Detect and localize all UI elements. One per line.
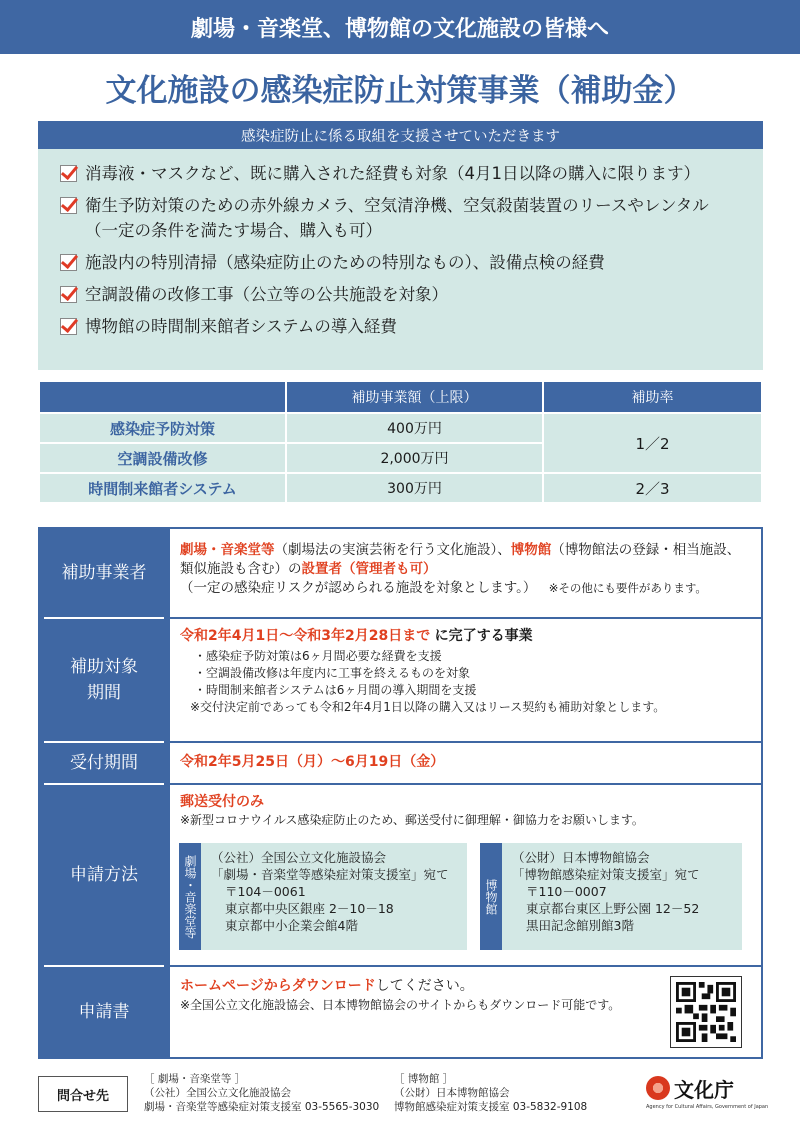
- support-item: [60, 314, 763, 339]
- table-header-row: [40, 382, 761, 412]
- table-header-rate: 補助率: [544, 382, 761, 412]
- checkbox-checked-icon: [60, 254, 77, 271]
- body-text: に完了する事業: [434, 628, 533, 644]
- info-label-line: 期間: [87, 683, 121, 703]
- info-content: [168, 743, 761, 783]
- highlight-text: 令和2年4月1日～令和3年2月28日まで: [180, 628, 431, 644]
- note-text: ※全国公立文化施設協会、日本博物館協会のサイトからもダウンロード可能です。: [180, 998, 621, 1012]
- page-title-text: 文化施設の感染症防止対策事業（補助金）: [105, 72, 695, 109]
- support-item-text: 衛生予防対策のための赤外線カメラ、空気清浄機、空気殺菌装置のリースやレンタル（一定の条件を満たす場合、購入も可）: [85, 196, 709, 240]
- agency-logo: [646, 1072, 786, 1120]
- agency-logo-subtitle: Agency for Cultural Affairs, Government of Japan: [646, 1104, 769, 1110]
- contact-org: （公財）日本博物館協会: [394, 1087, 510, 1099]
- highlight-text: 劇場・音楽堂等: [180, 542, 275, 558]
- info-label: [40, 619, 168, 741]
- table-header-amount: 補助事業額（上限）: [287, 382, 542, 412]
- note-text: ※交付決定前であっても令和2年4月1日以降の購入又はリース契約も補助対象とします。: [190, 700, 666, 714]
- info-box: [38, 527, 763, 1059]
- support-list: [38, 149, 763, 339]
- highlight-text: 郵送受付のみ: [180, 794, 264, 810]
- address-dept: 「劇場・音楽堂等感染症対策支援室」宛て: [211, 867, 449, 882]
- qr-code-icon: [676, 982, 736, 1042]
- address-tag: 劇場・音楽堂等: [179, 843, 201, 950]
- page-title: [0, 62, 800, 112]
- support-item: [60, 161, 763, 186]
- info-row-period: [40, 619, 761, 741]
- amount-cell: 2,000万円: [287, 442, 542, 472]
- address-org: （公社）全国公立文化施設協会: [211, 850, 387, 865]
- info-label: 申請方法: [40, 785, 168, 965]
- rate-cell: 1／2: [544, 412, 761, 472]
- banner-text: 劇場・音楽堂、博物館の文化施設の皆様へ: [190, 16, 609, 42]
- support-item: [60, 193, 763, 243]
- support-item: [60, 250, 763, 275]
- table-row: [40, 412, 761, 442]
- checkbox-checked-icon: [60, 165, 77, 182]
- info-row-eligible: [40, 529, 761, 617]
- info-label: 受付期間: [40, 743, 168, 783]
- info-label: 申請書: [40, 967, 168, 1057]
- support-item: [60, 282, 763, 307]
- checkbox-checked-icon: [60, 197, 77, 214]
- address-line: 東京都中央区銀座 2－10－18: [225, 901, 394, 916]
- checkbox-checked-icon: [60, 286, 77, 303]
- info-row-reception: [40, 743, 761, 783]
- agency-logo-icon: [646, 1076, 670, 1100]
- contact-tag: ［ 博物館 ］: [394, 1073, 454, 1085]
- qr-code[interactable]: [670, 976, 742, 1048]
- contact-phone: 劇場・音楽堂等感染症対策支援室 03-5565-3030: [144, 1101, 380, 1113]
- bullet-item: ・時間制来館者システムは6ヶ月間の導入期間を支援: [194, 683, 477, 697]
- address-body: [502, 843, 708, 950]
- reception-period: 令和2年5月25日（月）～6月19日（金）: [180, 754, 445, 770]
- address-org: （公財）日本博物館協会: [512, 850, 650, 865]
- category-cell: 時間制来館者システム: [40, 472, 285, 502]
- support-item-text: 施設内の特別清掃（感染症防止のための特別なもの）、設備点検の経費: [85, 253, 605, 272]
- highlight-text: 設置者（管理者も可）: [301, 561, 437, 577]
- address-dept: 「博物館感染症対策支援室」宛て: [512, 867, 700, 882]
- table-header-blank: [40, 382, 285, 412]
- info-content: [168, 529, 761, 617]
- bullet-list: [180, 648, 751, 716]
- body-text: （博物館法の登録・相当施設、類似施設も含む）の: [180, 542, 741, 577]
- support-item-text: 博物館の時間制来館者システムの導入経費: [85, 317, 397, 336]
- contact-theater: [144, 1072, 379, 1114]
- category-cell: 空調設備改修: [40, 442, 285, 472]
- address-line: 黒田記念館別館3階: [526, 918, 634, 933]
- contact-label: 問合せ先: [38, 1076, 128, 1112]
- body-text: （劇場法の実演芸術を行う文化施設）、: [274, 542, 511, 558]
- subsidy-amount-table: [38, 382, 763, 502]
- info-content: [168, 619, 761, 741]
- amount-cell: 400万円: [287, 412, 542, 442]
- agency-logo-text: 文化庁: [674, 1078, 734, 1102]
- note-text: ※その他にも要件があります。: [548, 581, 707, 595]
- body-text: （一定の感染症リスクが認められる施設を対象とします。）: [180, 580, 537, 596]
- bullet-item: ・空調設備改修は年度内に工事を終えるものを対象: [194, 666, 471, 680]
- info-row-form: [40, 967, 761, 1057]
- table-row: [40, 472, 761, 502]
- info-label: 補助事業者: [40, 529, 168, 617]
- address-line: 東京都台東区上野公園 12－52: [526, 901, 700, 916]
- address-postal: 〒110－0007: [526, 884, 607, 899]
- top-banner: [0, 0, 800, 54]
- body-text: してください。: [375, 978, 474, 994]
- contact-tag: ［ 劇場・音楽堂等 ］: [144, 1073, 246, 1085]
- address-card-museum: [480, 843, 742, 950]
- support-item-text: 空調設備の改修工事（公立等の公共施設を対象）: [85, 285, 448, 304]
- address-tag: 博物館: [480, 843, 502, 950]
- info-label-line: 補助対象: [70, 657, 138, 677]
- support-item-text: 消毒液・マスクなど、既に購入された経費も対象（4月1日以降の購入に限ります）: [85, 164, 700, 183]
- contact-museum: [394, 1072, 587, 1114]
- address-body: [201, 843, 457, 950]
- info-content: [168, 785, 761, 965]
- info-row-method: [40, 785, 761, 965]
- rate-cell: 2／3: [544, 472, 761, 502]
- address-card-theater: [179, 843, 467, 950]
- footer: [38, 1072, 778, 1122]
- checkbox-checked-icon: [60, 318, 77, 335]
- bullet-item: ・感染症予防対策は6ヶ月間必要な経費を支援: [194, 649, 442, 663]
- contact-org: （公社）全国公立文化施設協会: [144, 1087, 291, 1099]
- download-link[interactable]: ホームページからダウンロード: [180, 978, 376, 994]
- category-cell: 感染症予防対策: [40, 412, 285, 442]
- note-text: ※新型コロナウイルス感染症防止のため、郵送受付に御理解・御協力をお願いします。: [180, 813, 644, 827]
- highlight-text: 博物館: [510, 542, 552, 558]
- info-content: [168, 967, 761, 1057]
- contact-phone: 博物館感染症対策支援室 03-5832-9108: [394, 1101, 588, 1113]
- support-box: [38, 121, 763, 370]
- support-heading: 感染症防止に係る取組を支援させていただきます: [38, 121, 763, 149]
- address-postal: 〒104－0061: [225, 884, 306, 899]
- address-line: 東京都中小企業会館4階: [225, 918, 358, 933]
- amount-cell: 300万円: [287, 472, 542, 502]
